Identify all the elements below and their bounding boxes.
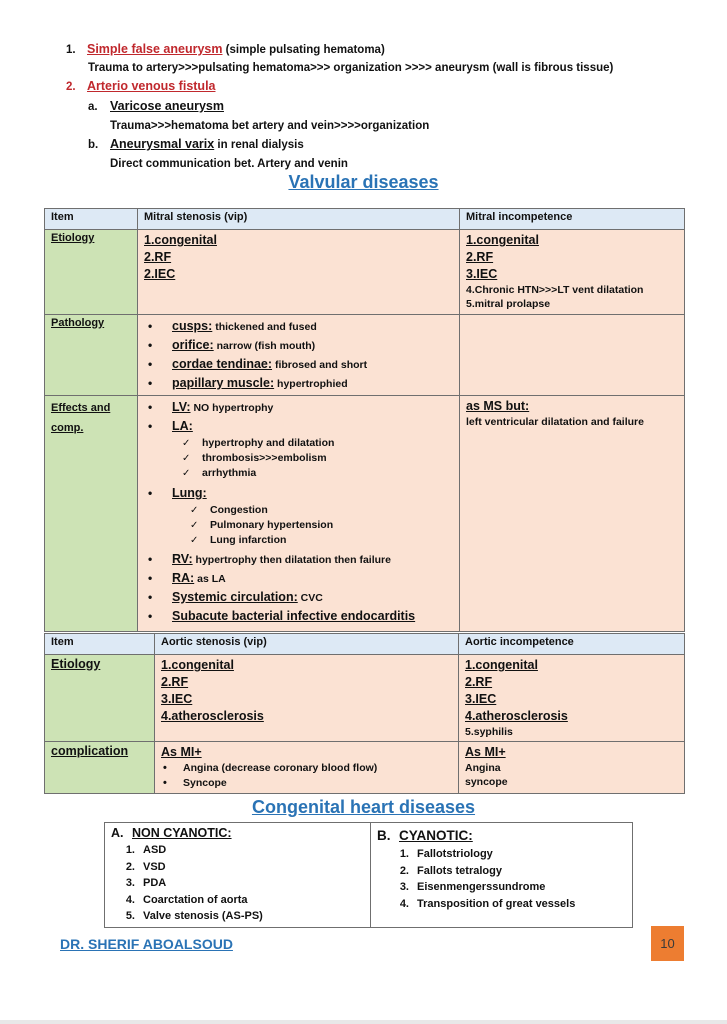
list-item: 4. Transposition of great vessels bbox=[399, 897, 576, 910]
as-complication bbox=[155, 742, 459, 794]
item-title: Simple false aneurysm bbox=[87, 42, 223, 56]
mitral-table bbox=[44, 208, 685, 632]
item-title: Varicose aneurysm bbox=[110, 99, 224, 113]
item-title: Aneurysmal varix bbox=[110, 137, 215, 151]
footer-author: DR. SHERIF ABOALSOUD bbox=[60, 936, 233, 952]
header-item: Item bbox=[45, 209, 138, 230]
list-item: 5.mitral prolapse bbox=[466, 298, 551, 310]
item-number: 1. bbox=[66, 44, 76, 56]
as-etiology bbox=[155, 655, 459, 742]
list-item: • RA: as LA bbox=[148, 569, 453, 588]
etiology-label: Etiology bbox=[45, 230, 138, 315]
list-item: 4.atherosclerosis bbox=[161, 709, 264, 723]
ms-pathology bbox=[138, 315, 460, 396]
list-item: 2.RF bbox=[465, 675, 493, 689]
ai-complication bbox=[459, 742, 685, 794]
list-item: • RV: hypertrophy then dilatation then failure bbox=[148, 550, 453, 569]
mi-effects bbox=[460, 396, 685, 632]
item-after: in renal dialysis bbox=[214, 139, 304, 151]
pathology-row bbox=[45, 315, 685, 396]
item-after: (simple pulsating hematoma) bbox=[222, 44, 385, 56]
list-item: 4.atherosclerosis bbox=[465, 709, 568, 723]
mi-etiology bbox=[460, 230, 685, 315]
congenital-title: Congenital heart diseases bbox=[251, 797, 476, 817]
intro-subitem-b bbox=[66, 135, 706, 155]
list-item: 1.congenital bbox=[465, 658, 538, 672]
list-item: 1. ASD bbox=[125, 844, 167, 856]
etiology-row bbox=[45, 655, 685, 742]
list-item: 1. Fallotstriology bbox=[399, 848, 493, 860]
list-item: 3.IEC bbox=[161, 692, 193, 706]
intro-section bbox=[66, 40, 706, 173]
list-item: 3. Eisenmengerssundrome bbox=[399, 881, 546, 893]
header-aortic-stenosis: Aortic stenosis (vip) bbox=[155, 634, 459, 655]
list-item: Angina bbox=[465, 762, 501, 774]
list-item: 3. PDA bbox=[125, 877, 167, 889]
table-header-row bbox=[45, 209, 685, 230]
etiology-row bbox=[45, 230, 685, 315]
list-item: • papillary muscle: hypertrophied bbox=[148, 374, 453, 393]
list-item: • Angina (decrease coronary blood flow) bbox=[163, 761, 452, 776]
item-number: 2. bbox=[66, 81, 76, 93]
list-item: 4.Chronic HTN>>>LT vent dilatation bbox=[466, 284, 644, 296]
mi-effects-text: left ventricular dilatation and failure bbox=[466, 416, 644, 428]
page-number: 10 bbox=[660, 936, 675, 951]
complication-row bbox=[45, 742, 685, 794]
list-item: 2.IEC bbox=[144, 267, 176, 281]
list-item: 2. Fallots tetralogy bbox=[399, 864, 502, 877]
list-item: • LV: NO hypertrophy bbox=[148, 398, 453, 417]
list-item: 5. Valve stenosis (AS-PS) bbox=[125, 910, 263, 922]
list-item: 2.RF bbox=[466, 250, 494, 264]
intro-subitem-a-sub: Trauma>>>hematoma bet artery and vein>>>>organization bbox=[110, 120, 430, 132]
list-item: 2.RF bbox=[161, 675, 189, 689]
list-item: 1.congenital bbox=[466, 233, 539, 247]
ms-etiology bbox=[138, 230, 460, 315]
check-item: ✓ thrombosis>>>embolism bbox=[182, 451, 453, 466]
ms-effects bbox=[138, 396, 460, 632]
header-aortic-incompetence: Aortic incompetence bbox=[459, 634, 685, 655]
list-item: 1.congenital bbox=[161, 658, 234, 672]
non-cyanotic-cell bbox=[105, 823, 371, 928]
table-header-row bbox=[45, 634, 685, 655]
check-item: ✓ Congestion bbox=[190, 503, 453, 518]
item-letter: b. bbox=[88, 139, 99, 151]
pathology-label: Pathology bbox=[45, 315, 138, 396]
list-item: 2.RF bbox=[144, 250, 172, 264]
list-item: • LA: bbox=[148, 417, 453, 436]
intro-item-2 bbox=[66, 77, 706, 97]
list-item: syncope bbox=[465, 776, 508, 788]
list-item: 3.IEC bbox=[466, 267, 498, 281]
list-item: • orifice: narrow (fish mouth) bbox=[148, 336, 453, 355]
list-item: • Systemic circulation: CVC bbox=[148, 588, 453, 607]
comp-title: As MI+ bbox=[465, 745, 506, 759]
list-item: 5.syphilis bbox=[465, 726, 513, 738]
item-letter: a. bbox=[88, 101, 98, 113]
mi-pathology bbox=[460, 315, 685, 396]
cyanotic-heading: B. CYANOTIC: bbox=[377, 828, 473, 843]
list-item: 1.congenital bbox=[144, 233, 217, 247]
congenital-row bbox=[105, 823, 633, 928]
mi-effects-title: as MS but: bbox=[466, 399, 530, 413]
cyanotic-cell bbox=[371, 823, 633, 928]
list-item: • Lung: bbox=[148, 484, 453, 503]
item-title: Arterio venous fistula bbox=[87, 79, 216, 93]
header-item: Item bbox=[45, 634, 155, 655]
list-item: • cordae tendinae: fibrosed and short bbox=[148, 355, 453, 374]
header-mitral-stenosis: Mitral stenosis (vip) bbox=[138, 209, 460, 230]
list-item: • cusps: thickened and fused bbox=[148, 317, 453, 336]
etiology-label: Etiology bbox=[45, 655, 155, 742]
check-item: ✓ Lung infarction bbox=[190, 533, 453, 548]
check-item: ✓ hypertrophy and dilatation bbox=[182, 436, 453, 451]
complication-label: complication bbox=[45, 742, 155, 794]
non-cyanotic-heading: A. NON CYANOTIC: bbox=[111, 826, 232, 840]
check-item: ✓ Pulmonary hypertension bbox=[190, 518, 453, 533]
header-mitral-incompetence: Mitral incompetence bbox=[460, 209, 685, 230]
intro-subitem-b-sub: Direct communication bet. Artery and venin bbox=[110, 158, 348, 170]
ai-etiology bbox=[459, 655, 685, 742]
list-item: • Syncope bbox=[163, 776, 452, 791]
page-number-badge bbox=[651, 926, 684, 961]
valvular-title: Valvular diseases bbox=[288, 172, 439, 192]
list-item: 3.IEC bbox=[465, 692, 497, 706]
list-item: • Subacute bacterial infective endocarditis bbox=[148, 607, 453, 626]
list-item: 4. Coarctation of aorta bbox=[125, 893, 248, 906]
page-bottom-edge bbox=[0, 1020, 727, 1024]
effects-label: Effects and comp. bbox=[45, 396, 138, 632]
comp-title: As MI+ bbox=[161, 745, 202, 759]
intro-subitem-a bbox=[66, 97, 706, 117]
congenital-table bbox=[104, 822, 633, 928]
effects-row bbox=[45, 396, 685, 632]
intro-item-1 bbox=[66, 40, 706, 59]
list-item: 2. VSD bbox=[125, 860, 166, 873]
check-item: ✓ arrhythmia bbox=[182, 466, 453, 481]
intro-item-1-sub: Trauma to artery>>>pulsating hematoma>>> organization >>>> aneurysm (wall is fibrous tissue) bbox=[88, 62, 614, 74]
aortic-table bbox=[44, 633, 685, 794]
